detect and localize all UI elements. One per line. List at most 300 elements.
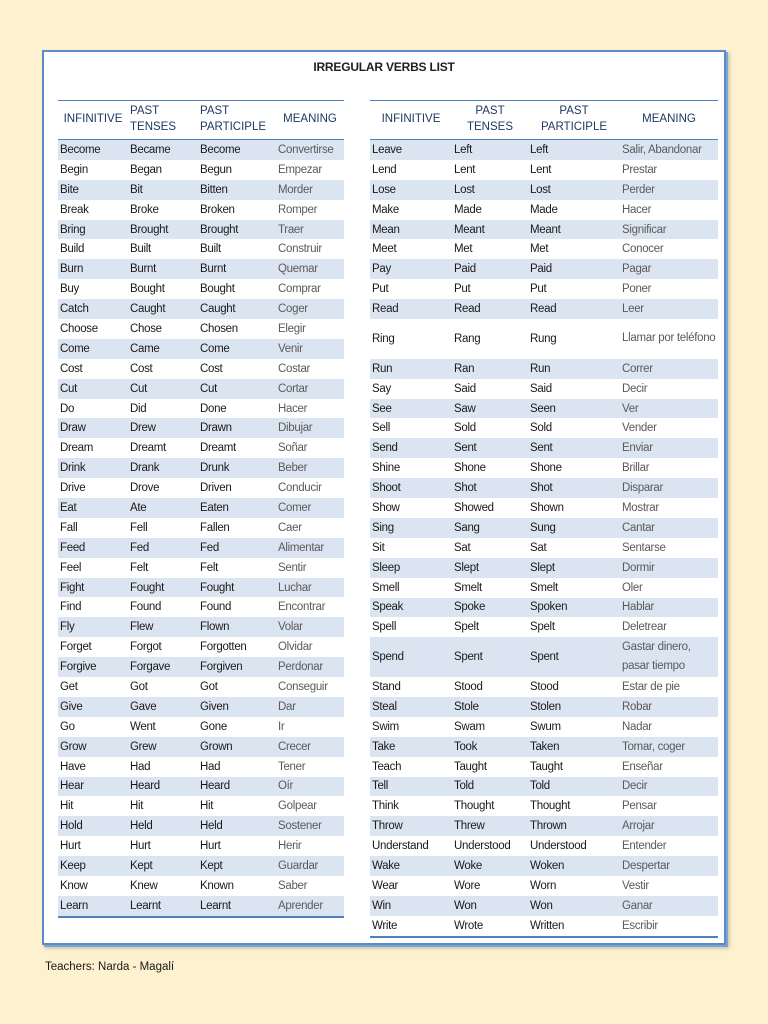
cell-past-participle: Done <box>198 399 276 419</box>
table-row <box>370 677 718 697</box>
header-infinitive: INFINITIVE <box>370 101 452 140</box>
cell-infinitive: Sing <box>370 518 452 538</box>
cell-past-tense: Drank <box>128 458 198 478</box>
cell-past-participle: Lent <box>528 160 620 180</box>
cell-past-participle: Met <box>528 239 620 259</box>
cell-past-participle: Held <box>198 816 276 836</box>
table-row <box>58 518 344 538</box>
cell-past-participle: Left <box>528 140 620 160</box>
table-row <box>370 399 718 419</box>
cell-past-tense: Broke <box>128 200 198 220</box>
cell-infinitive: Hit <box>58 796 128 816</box>
cell-meaning: Mostrar <box>620 498 718 518</box>
cell-past-tense: Swam <box>452 717 528 737</box>
cell-past-participle: Made <box>528 200 620 220</box>
cell-infinitive: Forgive <box>58 657 128 677</box>
cell-infinitive: Smell <box>370 578 452 598</box>
table-row <box>370 637 718 677</box>
cell-past-tense: Spelt <box>452 617 528 637</box>
cell-past-tense: Lent <box>452 160 528 180</box>
cell-past-tense: Flew <box>128 617 198 637</box>
cell-past-participle: Fed <box>198 538 276 558</box>
table-row <box>58 816 344 836</box>
cell-past-participle: Found <box>198 597 276 617</box>
cell-past-participle: Burnt <box>198 259 276 279</box>
cell-meaning: Vender <box>620 418 718 438</box>
cell-meaning: Alimentar <box>276 538 344 558</box>
header-past-participle: PAST PARTICIPLE <box>528 101 620 140</box>
cell-infinitive: Meet <box>370 239 452 259</box>
cell-past-tense: Made <box>452 200 528 220</box>
cell-past-tense: Found <box>128 597 198 617</box>
cell-meaning: Conocer <box>620 239 718 259</box>
cell-past-tense: Bought <box>128 279 198 299</box>
cell-meaning: Beber <box>276 458 344 478</box>
cell-meaning: Sostener <box>276 816 344 836</box>
table-row <box>58 438 344 458</box>
table-row <box>58 737 344 757</box>
cell-past-tense: Drew <box>128 418 198 438</box>
cell-past-tense: Woke <box>452 856 528 876</box>
cell-infinitive: Shine <box>370 458 452 478</box>
cell-infinitive: Speak <box>370 598 452 618</box>
cell-past-tense: Took <box>452 737 528 757</box>
cell-past-tense: Sent <box>452 438 528 458</box>
table-row <box>58 876 344 896</box>
cell-infinitive: See <box>370 399 452 419</box>
table-row <box>370 777 718 797</box>
table-row <box>58 399 344 419</box>
cell-meaning: Decir <box>620 777 718 797</box>
cell-past-tense: Came <box>128 339 198 359</box>
cell-past-tense: Taught <box>452 757 528 777</box>
cell-meaning: Robar <box>620 697 718 717</box>
cell-meaning: Coger <box>276 299 344 319</box>
cell-meaning: Luchar <box>276 578 344 598</box>
table-row <box>58 379 344 399</box>
cell-past-tense: Rang <box>452 319 528 359</box>
cell-past-tense: Shot <box>452 478 528 498</box>
cell-past-participle: Drawn <box>198 418 276 438</box>
table-row <box>58 220 344 240</box>
verbs-sheet <box>42 50 726 945</box>
cell-past-tense: Hurt <box>128 836 198 856</box>
cell-past-tense: Won <box>452 896 528 916</box>
table-row <box>58 697 344 717</box>
table-row <box>58 418 344 438</box>
cell-past-participle: Cut <box>198 379 276 399</box>
cell-infinitive: Win <box>370 896 452 916</box>
cell-past-tense: Sold <box>452 418 528 438</box>
table-row <box>370 896 718 916</box>
cell-meaning: Dibujar <box>276 418 344 438</box>
cell-past-tense: Ate <box>128 498 198 518</box>
cell-past-participle: Told <box>528 777 620 797</box>
cell-past-tense: Grew <box>128 737 198 757</box>
cell-past-participle: Spent <box>528 637 620 677</box>
cell-past-tense: Cost <box>128 359 198 379</box>
table-row <box>58 896 344 917</box>
cell-meaning: Brillar <box>620 458 718 478</box>
table-row <box>370 359 718 379</box>
cell-infinitive: Tell <box>370 777 452 797</box>
cell-infinitive: Throw <box>370 816 452 836</box>
cell-past-participle: Hit <box>198 796 276 816</box>
cell-meaning: Cortar <box>276 379 344 399</box>
cell-past-tense: Heard <box>128 777 198 797</box>
table-row <box>58 359 344 379</box>
cell-infinitive: Ring <box>370 319 452 359</box>
table-row <box>370 418 718 438</box>
table-row <box>58 757 344 777</box>
cell-meaning: Estar de pie <box>620 677 718 697</box>
cell-infinitive: Keep <box>58 856 128 876</box>
cell-past-participle: Hurt <box>198 836 276 856</box>
table-row <box>58 637 344 657</box>
cell-past-tense: Forgave <box>128 657 198 677</box>
table-row <box>370 140 718 160</box>
cell-infinitive: Send <box>370 438 452 458</box>
cell-meaning: Ver <box>620 399 718 419</box>
cell-past-tense: Stood <box>452 677 528 697</box>
cell-past-tense: Paid <box>452 259 528 279</box>
cell-past-participle: Chosen <box>198 319 276 339</box>
cell-infinitive: Break <box>58 200 128 220</box>
cell-infinitive: Wear <box>370 876 452 896</box>
table-row <box>370 836 718 856</box>
cell-infinitive: Think <box>370 796 452 816</box>
cell-meaning: Traer <box>276 220 344 240</box>
cell-meaning: Saber <box>276 876 344 896</box>
table-row <box>58 259 344 279</box>
cell-past-tense: Caught <box>128 299 198 319</box>
table-row <box>58 856 344 876</box>
table-row <box>58 538 344 558</box>
table-row <box>370 220 718 240</box>
cell-past-participle: Taken <box>528 737 620 757</box>
cell-past-participle: Stood <box>528 677 620 697</box>
cell-past-tense: Began <box>128 160 198 180</box>
cell-past-participle: Worn <box>528 876 620 896</box>
cell-past-tense: Drove <box>128 478 198 498</box>
cell-meaning: Oír <box>276 777 344 797</box>
table-row <box>58 578 344 598</box>
page-title: IRREGULAR VERBS LIST <box>313 60 455 74</box>
cell-meaning: Construir <box>276 239 344 259</box>
cell-infinitive: Stand <box>370 677 452 697</box>
cell-infinitive: Cut <box>58 379 128 399</box>
table-row <box>370 916 718 937</box>
cell-past-tense: Told <box>452 777 528 797</box>
cell-past-tense: Saw <box>452 399 528 419</box>
table-row <box>370 558 718 578</box>
cell-meaning: Venir <box>276 339 344 359</box>
cell-past-participle: Won <box>528 896 620 916</box>
table-row <box>58 796 344 816</box>
cell-infinitive: Give <box>58 697 128 717</box>
cell-past-participle: Broken <box>198 200 276 220</box>
header-past-tenses: PAST TENSES <box>452 101 528 140</box>
cell-infinitive: Have <box>58 757 128 777</box>
cell-past-participle: Shone <box>528 458 620 478</box>
cell-past-tense: Hit <box>128 796 198 816</box>
cell-past-tense: Felt <box>128 558 198 578</box>
cell-past-tense: Threw <box>452 816 528 836</box>
cell-meaning: Enseñar <box>620 757 718 777</box>
table-row <box>370 518 718 538</box>
cell-past-participle: Spoken <box>528 598 620 618</box>
table-row <box>370 239 718 259</box>
cell-past-participle: Bought <box>198 279 276 299</box>
cell-meaning: Deletrear <box>620 617 718 637</box>
cell-meaning: Romper <box>276 200 344 220</box>
cell-past-tense: Met <box>452 239 528 259</box>
cell-meaning: Decir <box>620 379 718 399</box>
cell-past-participle: Forgiven <box>198 657 276 677</box>
table-row <box>58 140 344 160</box>
table-row <box>58 657 344 677</box>
table-row <box>58 160 344 180</box>
cell-infinitive: Do <box>58 399 128 419</box>
cell-infinitive: Pay <box>370 259 452 279</box>
cell-meaning: Perdonar <box>276 657 344 677</box>
cell-past-tense: Had <box>128 757 198 777</box>
cell-past-tense: Spent <box>452 637 528 677</box>
cell-infinitive: Go <box>58 717 128 737</box>
cell-past-participle: Sent <box>528 438 620 458</box>
cell-past-participle: Understood <box>528 836 620 856</box>
table-row <box>58 299 344 319</box>
header-past-tenses: PAST TENSES <box>128 101 198 140</box>
cell-meaning: Convertirse <box>276 140 344 160</box>
cell-past-tense: Gave <box>128 697 198 717</box>
cell-past-tense: Understood <box>452 836 528 856</box>
cell-infinitive: Understand <box>370 836 452 856</box>
cell-past-tense: Chose <box>128 319 198 339</box>
cell-infinitive: Fall <box>58 518 128 538</box>
table-row <box>370 876 718 896</box>
cell-past-participle: Sat <box>528 538 620 558</box>
cell-infinitive: Say <box>370 379 452 399</box>
cell-past-participle: Shot <box>528 478 620 498</box>
table-row <box>58 319 344 339</box>
cell-past-participle: Thought <box>528 796 620 816</box>
table-row <box>370 757 718 777</box>
cell-past-participle: Fallen <box>198 518 276 538</box>
table-row <box>370 717 718 737</box>
cell-past-participle: Rung <box>528 319 620 359</box>
cell-past-participle: Had <box>198 757 276 777</box>
table-header-row <box>370 101 718 140</box>
cell-past-participle: Run <box>528 359 620 379</box>
cell-infinitive: Spend <box>370 637 452 677</box>
cell-past-participle: Woken <box>528 856 620 876</box>
cell-infinitive: Choose <box>58 319 128 339</box>
table-row <box>370 319 718 359</box>
cell-past-participle: Seen <box>528 399 620 419</box>
table-row <box>370 180 718 200</box>
cell-meaning: Morder <box>276 180 344 200</box>
cell-infinitive: Sit <box>370 538 452 558</box>
cell-past-tense: Thought <box>452 796 528 816</box>
cell-meaning: Tener <box>276 757 344 777</box>
cell-infinitive: Get <box>58 677 128 697</box>
cell-meaning: Dar <box>276 697 344 717</box>
cell-infinitive: Take <box>370 737 452 757</box>
cell-meaning: Ir <box>276 717 344 737</box>
cell-past-tense: Cut <box>128 379 198 399</box>
cell-past-tense: Knew <box>128 876 198 896</box>
cell-meaning: Pensar <box>620 796 718 816</box>
cell-past-tense: Spoke <box>452 598 528 618</box>
cell-past-participle: Known <box>198 876 276 896</box>
table-row <box>370 538 718 558</box>
cell-meaning: Conducir <box>276 478 344 498</box>
table-row <box>370 200 718 220</box>
cell-meaning: Perder <box>620 180 718 200</box>
table-row <box>58 777 344 797</box>
cell-meaning: Tomar, coger <box>620 737 718 757</box>
cell-infinitive: Begin <box>58 160 128 180</box>
cell-meaning: Olvidar <box>276 637 344 657</box>
cell-infinitive: Leave <box>370 140 452 160</box>
header-meaning: MEANING <box>620 101 718 140</box>
cell-infinitive: Become <box>58 140 128 160</box>
table-row <box>370 458 718 478</box>
cell-infinitive: Steal <box>370 697 452 717</box>
cell-past-participle: Shown <box>528 498 620 518</box>
table-row <box>58 717 344 737</box>
cell-infinitive: Teach <box>370 757 452 777</box>
cell-infinitive: Read <box>370 299 452 319</box>
cell-past-tense: Smelt <box>452 578 528 598</box>
cell-past-tense: Slept <box>452 558 528 578</box>
cell-infinitive: Drink <box>58 458 128 478</box>
table-row <box>370 299 718 319</box>
table-row <box>370 737 718 757</box>
cell-past-participle: Grown <box>198 737 276 757</box>
cell-past-participle: Paid <box>528 259 620 279</box>
cell-past-participle: Cost <box>198 359 276 379</box>
cell-past-tense: Shone <box>452 458 528 478</box>
cell-meaning: Leer <box>620 299 718 319</box>
cell-meaning: Ganar <box>620 896 718 916</box>
cell-infinitive: Fight <box>58 578 128 598</box>
cell-infinitive: Build <box>58 239 128 259</box>
cell-past-participle: Slept <box>528 558 620 578</box>
cell-meaning: Pagar <box>620 259 718 279</box>
cell-past-participle: Forgotten <box>198 637 276 657</box>
cell-past-tense: Sat <box>452 538 528 558</box>
cell-past-tense: Lost <box>452 180 528 200</box>
cell-past-participle: Got <box>198 677 276 697</box>
table-row <box>58 239 344 259</box>
cell-infinitive: Sell <box>370 418 452 438</box>
cell-meaning: Arrojar <box>620 816 718 836</box>
cell-infinitive: Grow <box>58 737 128 757</box>
cell-meaning: Cantar <box>620 518 718 538</box>
cell-past-participle: Felt <box>198 558 276 578</box>
cell-past-tense: Bit <box>128 180 198 200</box>
cell-infinitive: Hold <box>58 816 128 836</box>
table-row <box>370 160 718 180</box>
cell-infinitive: Draw <box>58 418 128 438</box>
cell-infinitive: Sleep <box>370 558 452 578</box>
cell-past-tense: Held <box>128 816 198 836</box>
cell-past-tense: Fed <box>128 538 198 558</box>
cell-infinitive: Burn <box>58 259 128 279</box>
cell-past-participle: Built <box>198 239 276 259</box>
cell-infinitive: Catch <box>58 299 128 319</box>
cell-infinitive: Make <box>370 200 452 220</box>
table-row <box>370 379 718 399</box>
cell-meaning: Despertar <box>620 856 718 876</box>
cell-past-participle: Heard <box>198 777 276 797</box>
table-row <box>370 578 718 598</box>
cell-meaning: Costar <box>276 359 344 379</box>
cell-past-participle: Smelt <box>528 578 620 598</box>
cell-past-tense: Learnt <box>128 896 198 917</box>
table-row <box>370 478 718 498</box>
table-row <box>370 856 718 876</box>
table-row <box>370 259 718 279</box>
cell-meaning: Correr <box>620 359 718 379</box>
cell-past-tense: Built <box>128 239 198 259</box>
cell-past-participle: Read <box>528 299 620 319</box>
cell-meaning: Conseguir <box>276 677 344 697</box>
cell-infinitive: Dream <box>58 438 128 458</box>
cell-infinitive: Bite <box>58 180 128 200</box>
cell-past-participle: Brought <box>198 220 276 240</box>
cell-past-tense: Put <box>452 279 528 299</box>
cell-infinitive: Hurt <box>58 836 128 856</box>
cell-infinitive: Forget <box>58 637 128 657</box>
cell-infinitive: Run <box>370 359 452 379</box>
cell-infinitive: Feed <box>58 538 128 558</box>
table-row <box>58 478 344 498</box>
cell-meaning: Poner <box>620 279 718 299</box>
cell-infinitive: Fly <box>58 617 128 637</box>
cell-past-tense: Fell <box>128 518 198 538</box>
cell-past-participle: Given <box>198 697 276 717</box>
table-row <box>370 796 718 816</box>
table-row <box>58 200 344 220</box>
cell-past-participle: Flown <box>198 617 276 637</box>
table-row <box>58 498 344 518</box>
table-row <box>370 279 718 299</box>
cell-meaning: Caer <box>276 518 344 538</box>
cell-past-participle: Sung <box>528 518 620 538</box>
cell-meaning: Nadar <box>620 717 718 737</box>
cell-meaning: Volar <box>276 617 344 637</box>
cell-meaning: Aprender <box>276 896 344 917</box>
cell-past-participle: Swum <box>528 717 620 737</box>
cell-meaning: Quemar <box>276 259 344 279</box>
table-row <box>58 458 344 478</box>
cell-infinitive: Shoot <box>370 478 452 498</box>
cell-meaning: Hablar <box>620 598 718 618</box>
cell-past-participle: Driven <box>198 478 276 498</box>
cell-infinitive: Mean <box>370 220 452 240</box>
cell-meaning: Hacer <box>620 200 718 220</box>
cell-infinitive: Wake <box>370 856 452 876</box>
cell-past-tense: Brought <box>128 220 198 240</box>
table-row <box>58 279 344 299</box>
cell-meaning: Entender <box>620 836 718 856</box>
cell-past-participle: Meant <box>528 220 620 240</box>
cell-infinitive: Lend <box>370 160 452 180</box>
table-row <box>58 836 344 856</box>
